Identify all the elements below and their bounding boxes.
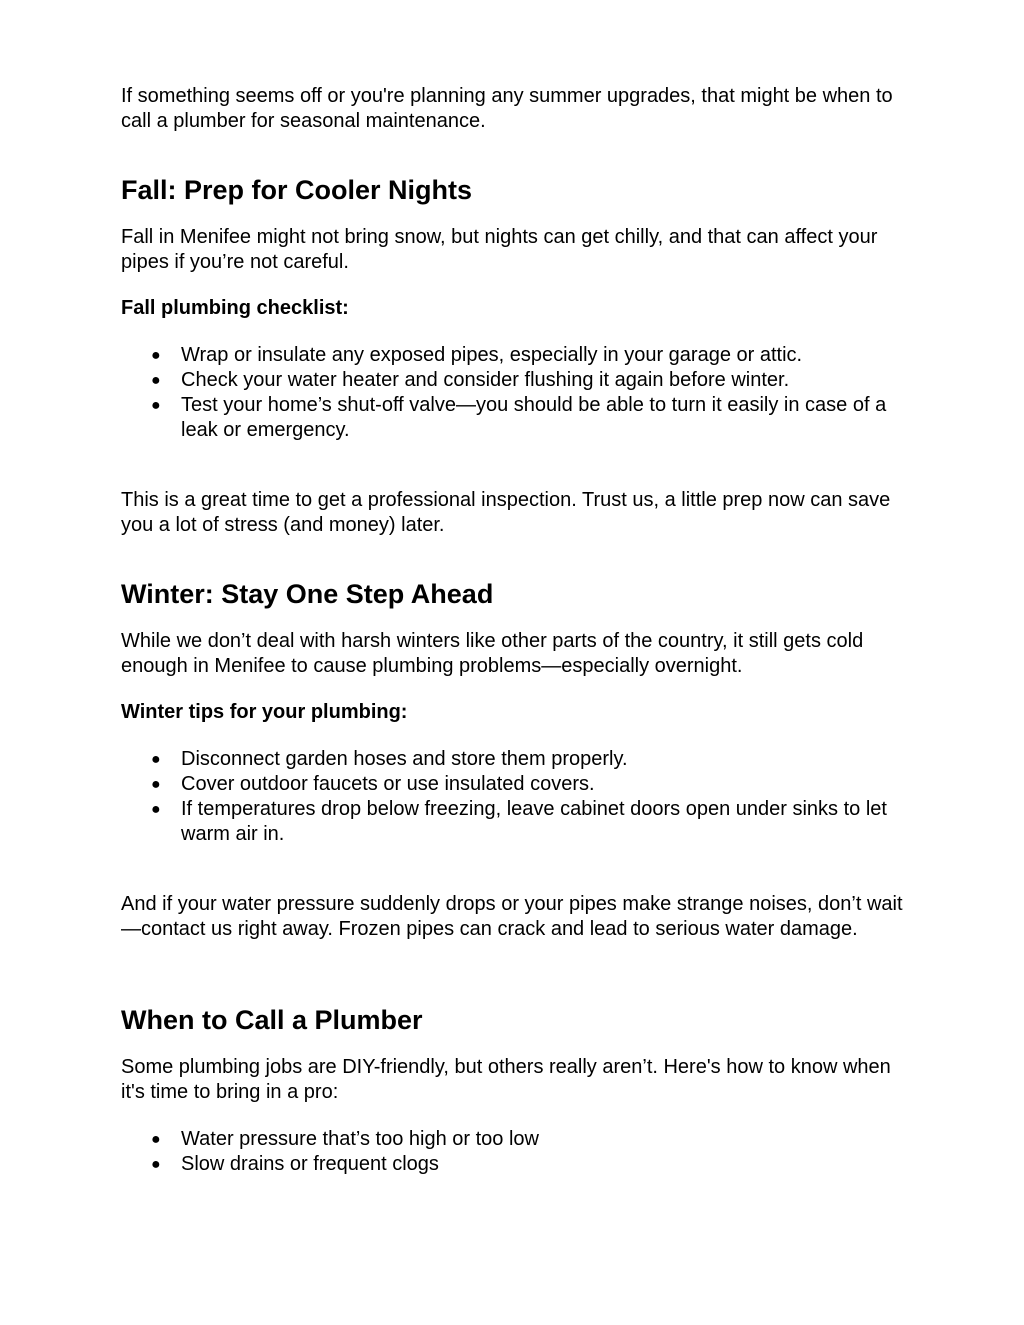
fall-closing-paragraph: This is a great time to get a professional inspection. Trust us, a little prep now can save you a lot of stress (and money) later.: [121, 489, 891, 536]
list-item: ● Cover outdoor faucets or use insulated covers.: [151, 773, 595, 795]
bullet-icon: ●: [151, 397, 161, 414]
document-body: [121, 84, 911, 1177]
intro-paragraph: If something seems off or you're planning any summer upgrades, that might be when to call a plumber for seasonal maintenance.: [121, 85, 893, 132]
list-item: ● Water pressure that’s too high or too low: [151, 1128, 539, 1150]
winter-tips-title: Winter tips for your plumbing:: [121, 701, 408, 723]
when-to-call-heading: When to Call a Plumber: [121, 1005, 423, 1035]
list-item: ● Check your water heater and consider flushing it again before winter.: [151, 369, 790, 391]
bullet-icon: ●: [151, 1156, 161, 1173]
bullet-icon: ●: [151, 347, 161, 364]
bullet-icon: ●: [151, 801, 161, 818]
list-item: ● Disconnect garden hoses and store them properly.: [151, 748, 628, 770]
list-item: ● Slow drains or frequent clogs: [151, 1153, 439, 1175]
fall-checklist-title: Fall plumbing checklist:: [121, 297, 349, 319]
when-to-call-paragraph: Some plumbing jobs are DIY-friendly, but others really aren’t. Here's how to know when it's time to bring in a pro:: [121, 1056, 891, 1103]
winter-paragraph: While we don’t deal with harsh winters like other parts of the country, it still gets cold enough in Menifee to cause plumbing problems—especially overnight.: [121, 630, 864, 677]
bullet-icon: ●: [151, 1131, 161, 1148]
bullet-icon: ●: [151, 372, 161, 389]
list-item: ● If temperatures drop below freezing, leave cabinet doors open under sinks to let warm air in.: [151, 798, 887, 845]
list-item: ● Test your home’s shut-off valve—you should be able to turn it easily in case of a leak or emergency.: [151, 394, 887, 441]
bullet-icon: ●: [151, 776, 161, 793]
winter-heading: Winter: Stay One Step Ahead: [121, 579, 494, 609]
bullet-icon: ●: [151, 751, 161, 768]
fall-paragraph: Fall in Menifee might not bring snow, but nights can get chilly, and that can affect your pipes if you’re not careful.: [121, 226, 878, 273]
winter-tips-list: [121, 747, 911, 847]
fall-checklist: [121, 343, 911, 443]
winter-closing-paragraph: And if your water pressure suddenly drops or your pipes make strange noises, don’t wait—contact us right away. Frozen pipes can crack and lead to serious water damage.: [121, 893, 903, 940]
when-to-call-list: [121, 1127, 911, 1177]
fall-heading: Fall: Prep for Cooler Nights: [121, 175, 473, 205]
list-item: ● Wrap or insulate any exposed pipes, especially in your garage or attic.: [151, 344, 803, 366]
